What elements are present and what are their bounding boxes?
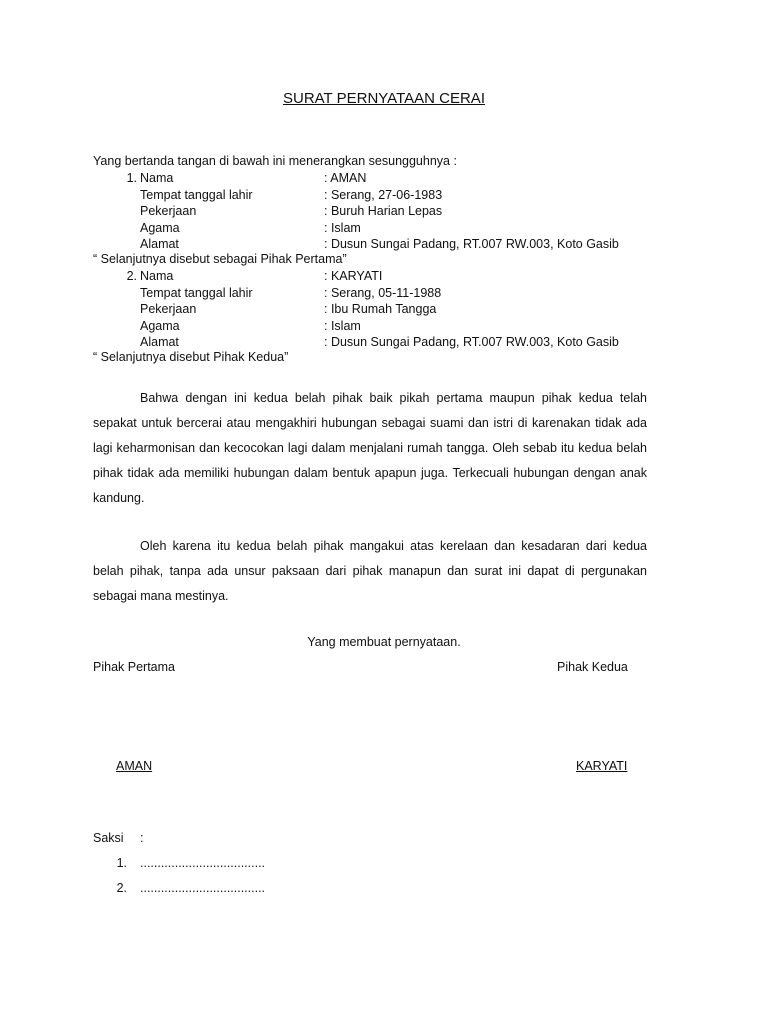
saksi-item-blank: ....................................: [140, 856, 266, 870]
field-label: Agama: [140, 318, 180, 333]
party-first-row-agama: [93, 220, 653, 237]
document-title: SURAT PERNYATAAN CERAI: [283, 90, 485, 107]
field-label: Alamat: [140, 335, 179, 349]
signature-left-name: AMAN: [116, 759, 153, 773]
party-second-row-ttl: [93, 285, 653, 302]
party-first-block: [93, 170, 653, 253]
field-value: : Serang, 27-06-1983: [324, 187, 443, 202]
party-first-number: 1.: [126, 171, 137, 185]
saksi-item-number: 2.: [116, 881, 127, 895]
intro-text: Yang bertanda tangan di bawah ini menerangkan sesungguhnya :: [93, 154, 457, 168]
field-value: : KARYATI: [324, 269, 383, 283]
field-label: Alamat: [140, 237, 179, 251]
signature-left-role: Pihak Pertama: [93, 660, 175, 674]
party-first-row-nama: [93, 170, 653, 187]
saksi-colon: :: [140, 831, 144, 845]
field-value: : Dusun Sungai Padang, RT.007 RW.003, Koto Gasib: [324, 237, 619, 251]
party-first-row-pekerjaan: [93, 203, 653, 220]
signature-right-role: Pihak Kedua: [557, 660, 628, 674]
field-label: Agama: [140, 220, 180, 235]
field-value: : Dusun Sungai Padang, RT.007 RW.003, Koto Gasib: [324, 335, 619, 349]
party-first-note: “ Selanjutnya disebut sebagai Pihak Pertama”: [93, 252, 347, 266]
field-label: Pekerjaan: [140, 204, 197, 218]
saksi-label: Saksi: [93, 831, 124, 845]
saksi-item-number: 1.: [116, 856, 127, 870]
party-first-row-alamat: [93, 236, 653, 253]
field-value: : Ibu Rumah Tangga: [324, 302, 437, 316]
statement-paragraph-1: Bahwa dengan ini kedua belah pihak baik pikah pertama maupun pihak kedua telah sepakat untuk bercerai atau mengakhiri hubungan sebagai suami dan istri di karenakan tidak ada lagi keharmonisan dan kecocokan lagi dalam menjalani rumah tangga. Oleh sebab itu kedua belah pihak tidak ada memiliki hubungan dalam bentuk apapun juga. Terkecuali hubungan dengan anak kandung.: [93, 391, 647, 505]
field-value: : Buruh Harian Lepas: [324, 204, 443, 218]
field-value: : Islam: [324, 220, 361, 235]
field-label: Tempat tanggal lahir: [140, 285, 253, 300]
field-label: Pekerjaan: [140, 302, 197, 316]
statement-paragraph-2: Oleh karena itu kedua belah pihak mangakui atas kerelaan dan kesadaran dari kedua belah pihak, tanpa ada unsur paksaan dari pihak manapun dan surat ini dapat di pergunakan sebagai mana mestinya.: [93, 539, 647, 603]
party-second-note: “ Selanjutnya disebut Pihak Kedua”: [93, 350, 289, 364]
field-value: : Serang, 05-11-1988: [324, 285, 442, 300]
field-value: : Islam: [324, 318, 361, 333]
signature-right-name: KARYATI: [576, 759, 628, 773]
saksi-item-blank: ....................................: [140, 881, 266, 895]
party-second-row-alamat: [93, 334, 653, 351]
field-label: Nama: [140, 269, 174, 283]
field-label: Tempat tanggal lahir: [140, 187, 253, 202]
field-label: Nama: [140, 171, 174, 185]
party-second-block: [93, 268, 653, 351]
party-second-row-nama: [93, 268, 653, 285]
signature-heading: Yang membuat pernyataan.: [307, 635, 461, 649]
party-first-row-ttl: [93, 187, 653, 204]
field-value: : AMAN: [324, 171, 367, 185]
party-second-number: 2.: [126, 269, 137, 283]
party-second-row-agama: [93, 318, 653, 335]
party-second-row-pekerjaan: [93, 301, 653, 318]
